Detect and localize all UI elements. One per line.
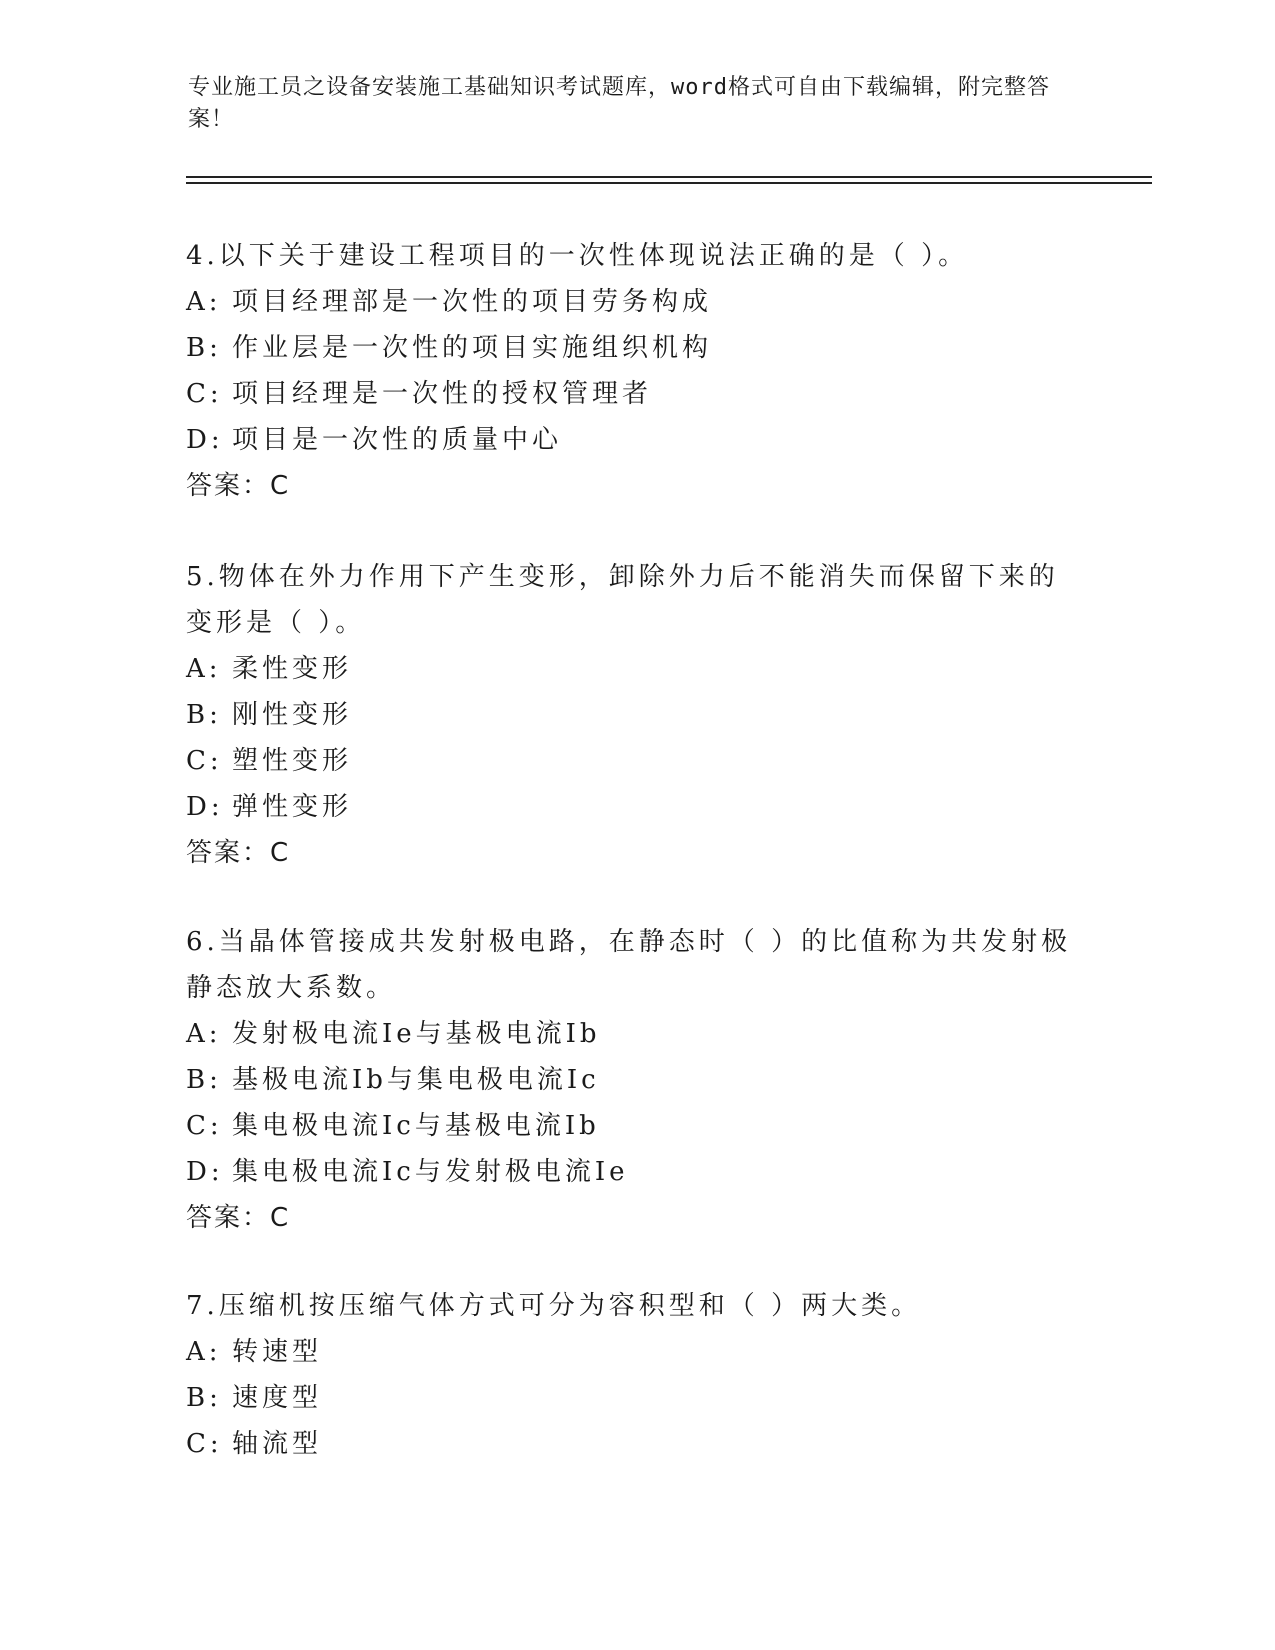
option-text: 发射极电流Ie与基极电流Ib xyxy=(232,1019,601,1049)
option-a xyxy=(186,646,1086,692)
option-text: 刚性变形 xyxy=(232,700,353,730)
option-a xyxy=(186,279,1086,325)
option-text: 集电极电流Ic与发射极电流Ie xyxy=(232,1157,629,1187)
option-text: 塑性变形 xyxy=(232,746,353,776)
question-5 xyxy=(186,554,1086,876)
option-letter: C: xyxy=(186,379,223,409)
option-b xyxy=(186,1057,1086,1103)
option-c xyxy=(186,371,1086,417)
option-text: 转速型 xyxy=(232,1337,323,1367)
option-text: 弹性变形 xyxy=(232,792,353,822)
option-text: 项目经理部是一次性的项目劳务构成 xyxy=(232,287,713,317)
option-c xyxy=(186,1103,1086,1149)
option-text: 作业层是一次性的项目实施组织机构 xyxy=(232,333,713,363)
option-letter: D: xyxy=(186,1157,224,1187)
option-text: 集电极电流Ic与基极电流Ib xyxy=(232,1111,600,1141)
option-c xyxy=(186,1421,1086,1467)
question-stem: 5.物体在外力作用下产生变形，卸除外力后不能消失而保留下来的变形是（ ）。 xyxy=(186,562,1059,638)
option-d xyxy=(186,1149,1086,1195)
option-letter: B: xyxy=(186,1065,222,1095)
answer-line: 答案：C xyxy=(186,471,291,501)
option-b xyxy=(186,325,1086,371)
option-a xyxy=(186,1329,1086,1375)
option-text: 柔性变形 xyxy=(232,654,353,684)
option-b xyxy=(186,692,1086,738)
option-letter: A: xyxy=(186,654,222,684)
option-text: 基极电流Ib与集电极电流Ic xyxy=(232,1065,600,1095)
option-text: 轴流型 xyxy=(232,1429,323,1459)
option-c xyxy=(186,738,1086,784)
option-d xyxy=(186,417,1086,463)
option-letter: A: xyxy=(186,1337,222,1367)
option-letter: A: xyxy=(186,1019,222,1049)
option-text: 速度型 xyxy=(232,1383,323,1413)
option-letter: B: xyxy=(186,1383,222,1413)
question-7 xyxy=(186,1283,1086,1467)
option-letter: A: xyxy=(186,287,222,317)
option-text: 项目是一次性的质量中心 xyxy=(232,425,563,455)
question-4 xyxy=(186,233,1086,509)
header-divider-top xyxy=(186,176,1152,178)
answer-line: 答案：C xyxy=(186,838,291,868)
option-d xyxy=(186,784,1086,830)
option-letter: D: xyxy=(186,425,224,455)
question-stem: 6.当晶体管接成共发射极电路，在静态时（ ）的比值称为共发射极静态放大系数。 xyxy=(186,927,1072,1003)
option-letter: B: xyxy=(186,700,222,730)
option-b xyxy=(186,1375,1086,1421)
question-stem: 4.以下关于建设工程项目的一次性体现说法正确的是（ ）。 xyxy=(186,241,969,271)
question-stem: 7.压缩机按压缩气体方式可分为容积型和（ ）两大类。 xyxy=(186,1291,922,1321)
document-header: 专业施工员之设备安装施工基础知识考试题库，word格式可自由下载编辑，附完整答案！ xyxy=(188,75,1050,132)
option-letter: D: xyxy=(186,792,224,822)
question-6 xyxy=(186,919,1086,1241)
header-divider-bottom xyxy=(186,182,1152,184)
option-letter: C: xyxy=(186,1429,223,1459)
answer-line: 答案：C xyxy=(186,1203,291,1233)
option-a xyxy=(186,1011,1086,1057)
option-text: 项目经理是一次性的授权管理者 xyxy=(232,379,653,409)
option-letter: B: xyxy=(186,333,222,363)
option-letter: C: xyxy=(186,746,223,776)
option-letter: C: xyxy=(186,1111,223,1141)
